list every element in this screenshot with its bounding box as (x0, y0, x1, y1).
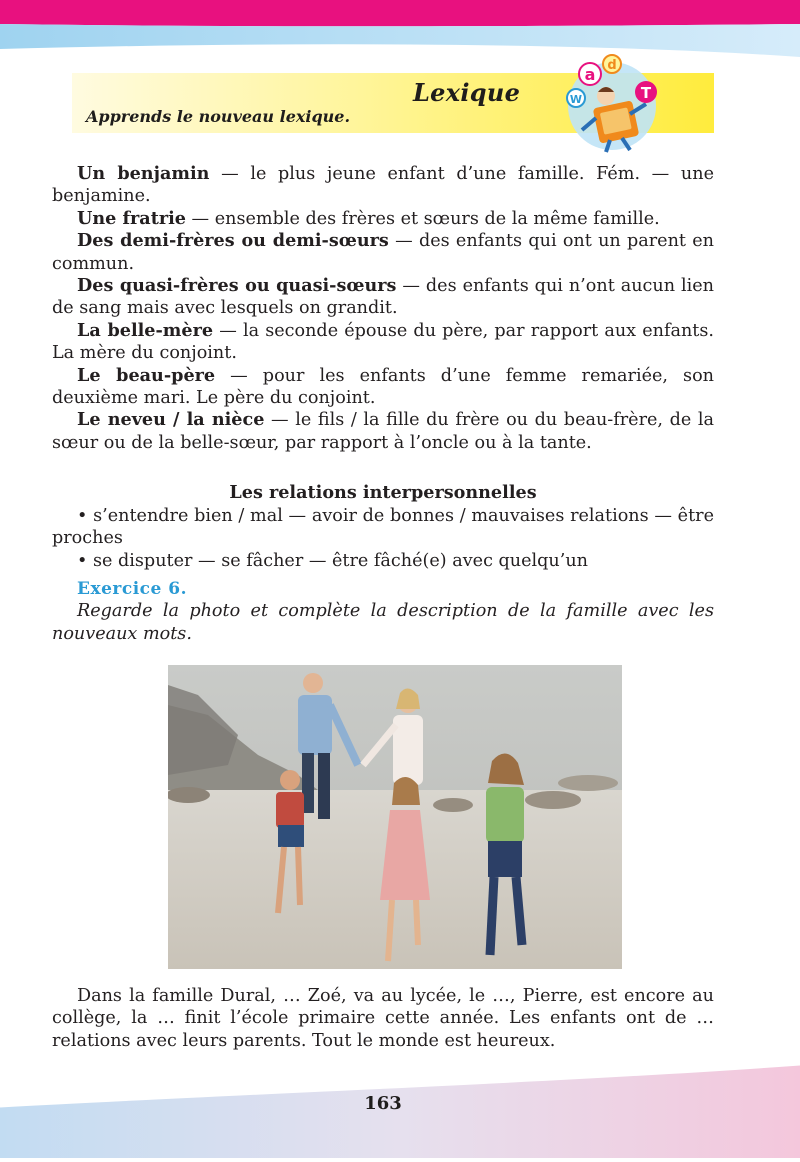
definition-item (52, 409, 714, 454)
exercise-text: Dans la famille Dural, … Zoé, va au lycée, le …, Pierre, est encore au collège, la … finit l’école primaire cette année. Les enfants ont de … relations avec leurs parents. Tout le monde est heureux. (52, 986, 714, 1051)
definition-text: — ensemble des frères et sœurs de la même famille. (185, 208, 660, 229)
definition-item (52, 208, 714, 230)
definition-term: Des quasi-frères ou quasi-sœurs (77, 275, 397, 297)
mascot-letter-t: T (640, 84, 652, 102)
mascot-letter-w: W (569, 93, 583, 106)
exercise-title: Exercice 6. (77, 578, 188, 599)
relations-bullet: • s’entendre bien / mal — avoir de bonnes / mauvaises relations — être proches (52, 505, 714, 549)
relations-bullet: • se disputer — se fâcher — être fâché(e) avec quelqu’un (77, 550, 589, 571)
relations-title: Les relations interpersonnelles (229, 482, 537, 504)
definition-item (52, 320, 714, 365)
definition-term: Le neveu / la nièce (77, 409, 265, 431)
definition-item (52, 365, 714, 410)
definition-term: Des demi-frères ou demi-sœurs (77, 230, 389, 252)
lexicon-content (52, 163, 714, 645)
definition-term: Un benjamin (77, 163, 210, 184)
bullet-icon: • (77, 550, 93, 571)
definition-item (52, 230, 714, 275)
page-number: 163 (364, 1093, 402, 1114)
exercise-instruction: Regarde la photo et complète la description de la famille avec les nouveaux mots. (52, 601, 714, 644)
definition-item (52, 275, 714, 320)
section-title: Lexique (413, 78, 521, 107)
definition-text: — la seconde épouse du père, par rapport aux enfants. La mère du conjoint. (52, 320, 714, 364)
definition-term: La belle-mère (77, 319, 214, 341)
definition-text: — pour les enfants d’une femme remariée, son deuxième mari. Le père du conjoint. (52, 365, 714, 409)
top-decoration (0, 0, 800, 60)
mascot-letter-d: d (607, 58, 617, 73)
definition-term: Une fratrie (77, 207, 186, 229)
mascot-illustration (562, 54, 670, 156)
definition-text: — des enfants qui ont un parent en commun. (52, 231, 714, 274)
section-subtitle: Apprends le nouveau lexique. (86, 107, 351, 126)
definition-text: — le plus jeune enfant d’une famille. Fém. — une benjamine. (52, 164, 715, 207)
definition-item (52, 163, 714, 208)
definition-term: Le beau-père (77, 364, 216, 386)
family-beach-photo (168, 665, 622, 969)
mascot-letter-a: a (584, 65, 596, 84)
definition-text: — le fils / la fille du frère ou du beau-frère, de la sœur ou de la belle-sœur, par rapport à l’oncle ou à la tante. (52, 410, 715, 453)
exercise-text-block (52, 985, 714, 1052)
definition-text: — des enfants qui n’ont aucun lien de sang mais avec lesquels on grandit. (52, 276, 714, 319)
bullet-icon: • (77, 505, 94, 526)
